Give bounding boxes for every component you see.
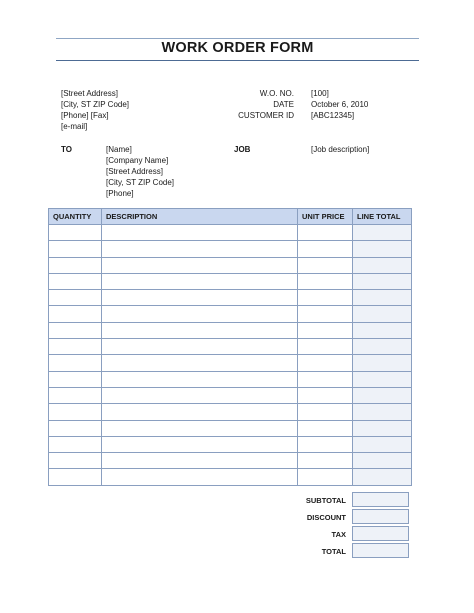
date-value[interactable]: October 6, 2010	[311, 100, 369, 109]
customer-id-label: CUSTOMER ID	[238, 111, 294, 120]
line-items-body	[49, 225, 412, 486]
quantity-cell[interactable]	[49, 453, 102, 469]
line-items-table	[48, 208, 412, 486]
job-description-value[interactable]: [Job description]	[311, 145, 370, 154]
description-cell[interactable]	[102, 257, 298, 273]
unit-price-column-header: UNIT PRICE	[298, 209, 353, 225]
total-label: TOTAL	[321, 547, 346, 556]
quantity-cell[interactable]	[49, 306, 102, 322]
table-row	[49, 355, 412, 371]
quantity-cell[interactable]	[49, 355, 102, 371]
description-cell[interactable]	[102, 290, 298, 306]
quantity-cell[interactable]	[49, 469, 102, 485]
line-total-cell[interactable]	[353, 469, 412, 485]
line-total-cell[interactable]	[353, 322, 412, 338]
quantity-cell[interactable]	[49, 241, 102, 257]
subtotal-label: SUBTOTAL	[305, 496, 346, 505]
total-value-cell[interactable]	[352, 543, 409, 558]
description-cell[interactable]	[102, 453, 298, 469]
unit-price-cell[interactable]	[298, 339, 353, 355]
tax-label: TAX	[331, 530, 346, 539]
sender-phone-fax[interactable]: [Phone] [Fax]	[61, 111, 109, 120]
job-label: JOB	[234, 145, 251, 154]
unit-price-cell[interactable]	[298, 387, 353, 403]
sender-email[interactable]: [e-mail]	[61, 122, 88, 131]
line-total-cell[interactable]	[353, 355, 412, 371]
table-row	[49, 404, 412, 420]
table-row	[49, 290, 412, 306]
line-total-cell[interactable]	[353, 453, 412, 469]
line-total-cell[interactable]	[353, 225, 412, 241]
line-total-cell[interactable]	[353, 404, 412, 420]
recipient-phone[interactable]: [Phone]	[106, 189, 134, 198]
description-cell[interactable]	[102, 436, 298, 452]
recipient-street-address[interactable]: [Street Address]	[106, 167, 163, 176]
subtotal-value-cell[interactable]	[352, 492, 409, 507]
description-cell[interactable]	[102, 306, 298, 322]
tax-value-cell[interactable]	[352, 526, 409, 541]
date-label: DATE	[273, 100, 294, 109]
title-top-rule	[56, 38, 419, 39]
table-row	[49, 241, 412, 257]
table-row	[49, 436, 412, 452]
unit-price-cell[interactable]	[298, 241, 353, 257]
unit-price-cell[interactable]	[298, 469, 353, 485]
unit-price-cell[interactable]	[298, 225, 353, 241]
unit-price-cell[interactable]	[298, 290, 353, 306]
quantity-cell[interactable]	[49, 436, 102, 452]
quantity-cell[interactable]	[49, 371, 102, 387]
unit-price-cell[interactable]	[298, 453, 353, 469]
line-total-cell[interactable]	[353, 339, 412, 355]
table-row	[49, 453, 412, 469]
description-cell[interactable]	[102, 355, 298, 371]
table-row	[49, 306, 412, 322]
quantity-cell[interactable]	[49, 387, 102, 403]
recipient-company-name[interactable]: [Company Name]	[106, 156, 169, 165]
unit-price-cell[interactable]	[298, 257, 353, 273]
recipient-city-state-zip[interactable]: [City, ST ZIP Code]	[106, 178, 175, 187]
title-bottom-rule	[56, 60, 419, 61]
description-cell[interactable]	[102, 225, 298, 241]
table-row	[49, 273, 412, 289]
unit-price-cell[interactable]	[298, 306, 353, 322]
table-row	[49, 225, 412, 241]
customer-id-value[interactable]: [ABC12345]	[311, 111, 355, 120]
line-total-cell[interactable]	[353, 290, 412, 306]
quantity-cell[interactable]	[49, 404, 102, 420]
description-cell[interactable]	[102, 387, 298, 403]
to-label: TO	[61, 145, 72, 154]
recipient-name[interactable]: [Name]	[106, 145, 132, 154]
quantity-cell[interactable]	[49, 322, 102, 338]
discount-label: DISCOUNT	[306, 513, 346, 522]
sender-city-state-zip[interactable]: [City, ST ZIP Code]	[61, 100, 130, 109]
quantity-cell[interactable]	[49, 290, 102, 306]
table-header-row	[49, 209, 412, 225]
line-total-cell[interactable]	[353, 371, 412, 387]
work-order-number-value[interactable]: [100]	[311, 89, 329, 98]
table-row	[49, 387, 412, 403]
description-cell[interactable]	[102, 241, 298, 257]
table-row	[49, 339, 412, 355]
unit-price-cell[interactable]	[298, 273, 353, 289]
line-total-cell[interactable]	[353, 273, 412, 289]
meta-values	[311, 88, 368, 121]
recipient-address-block	[106, 144, 174, 199]
table-row	[49, 322, 412, 338]
quantity-cell[interactable]	[49, 257, 102, 273]
description-column-header: DESCRIPTION	[102, 209, 298, 225]
description-cell[interactable]	[102, 420, 298, 436]
line-total-cell[interactable]	[353, 387, 412, 403]
sender-street-address[interactable]: [Street Address]	[61, 89, 118, 98]
description-cell[interactable]	[102, 371, 298, 387]
quantity-cell[interactable]	[49, 225, 102, 241]
quantity-cell[interactable]	[49, 420, 102, 436]
description-cell[interactable]	[102, 322, 298, 338]
form-title: WORK ORDER FORM	[161, 40, 314, 56]
quantity-cell[interactable]	[49, 273, 102, 289]
unit-price-cell[interactable]	[298, 420, 353, 436]
line-total-cell[interactable]	[353, 257, 412, 273]
description-cell[interactable]	[102, 273, 298, 289]
line-total-cell[interactable]	[353, 436, 412, 452]
line-total-cell[interactable]	[353, 420, 412, 436]
line-total-cell[interactable]	[353, 306, 412, 322]
table-row	[49, 420, 412, 436]
meta-labels	[238, 88, 294, 121]
discount-value-cell[interactable]	[352, 509, 409, 524]
table-row	[49, 469, 412, 485]
line-total-column-header: LINE TOTAL	[353, 209, 412, 225]
line-total-cell[interactable]	[353, 241, 412, 257]
table-row	[49, 257, 412, 273]
unit-price-cell[interactable]	[298, 322, 353, 338]
quantity-cell[interactable]	[49, 339, 102, 355]
unit-price-cell[interactable]	[298, 404, 353, 420]
unit-price-cell[interactable]	[298, 355, 353, 371]
unit-price-cell[interactable]	[298, 436, 353, 452]
description-cell[interactable]	[102, 469, 298, 485]
sender-address-block	[61, 88, 129, 132]
unit-price-cell[interactable]	[298, 371, 353, 387]
table-row	[49, 371, 412, 387]
description-cell[interactable]	[102, 339, 298, 355]
work-order-number-label: W.O. NO.	[259, 89, 294, 98]
description-cell[interactable]	[102, 404, 298, 420]
quantity-column-header: QUANTITY	[49, 209, 102, 225]
